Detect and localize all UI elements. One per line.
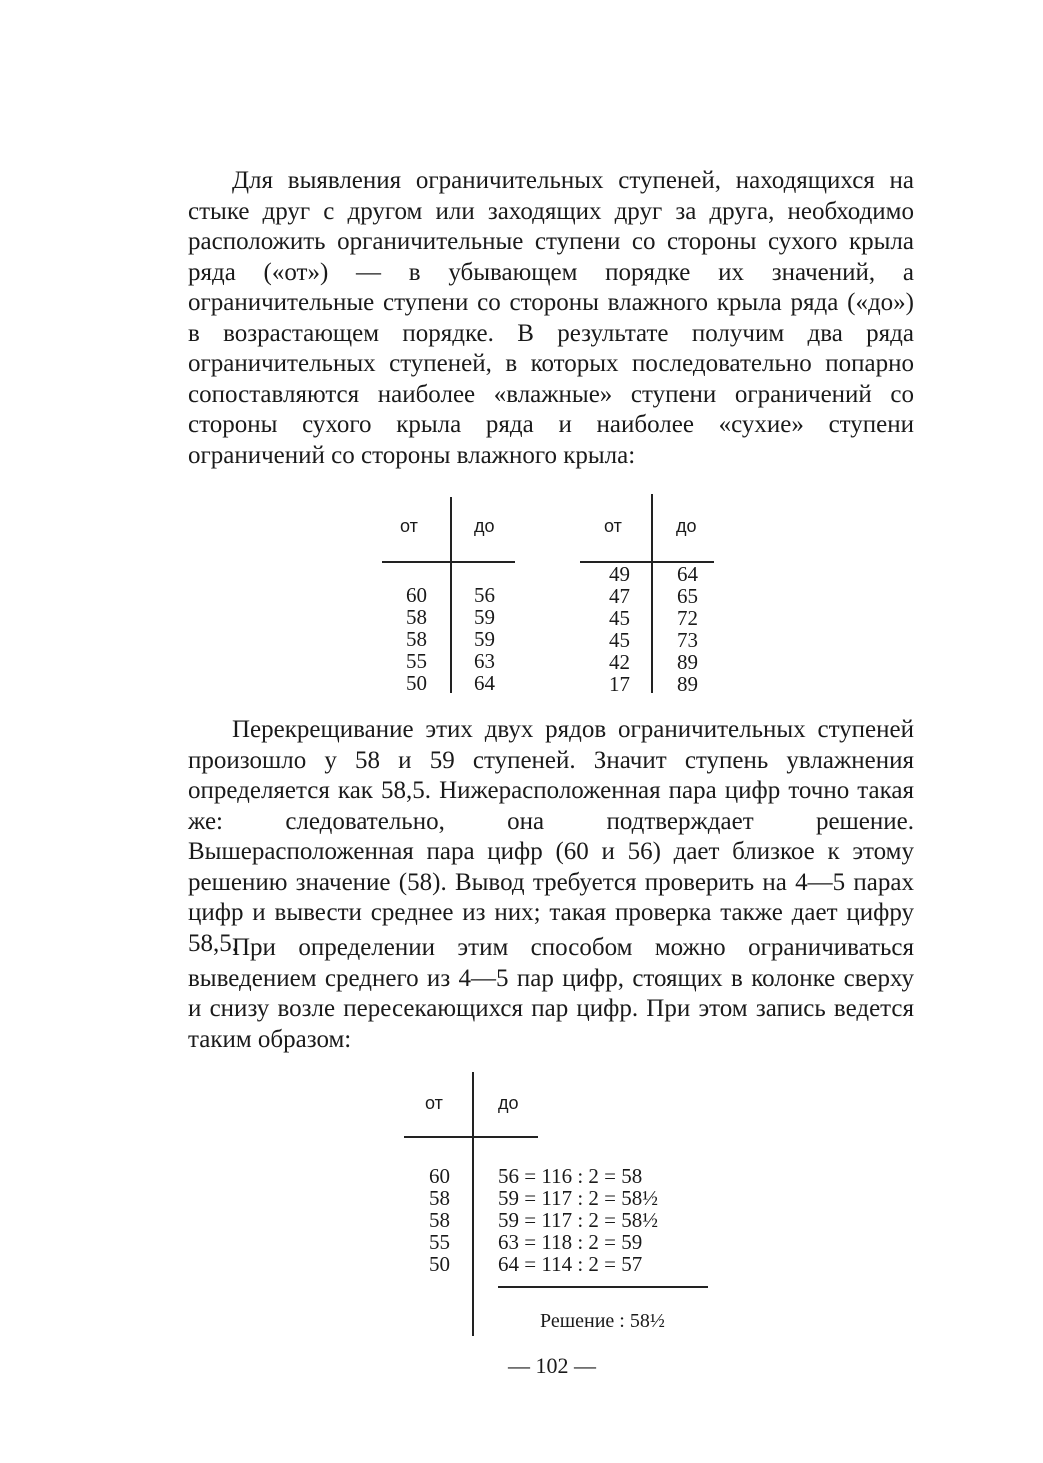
table-cell: 64 bbox=[474, 671, 495, 695]
table-3-divider bbox=[472, 1072, 474, 1336]
table-3-header-to: до bbox=[498, 1093, 519, 1113]
table-1-header-from: от bbox=[400, 516, 418, 536]
table-1-rule bbox=[382, 561, 515, 563]
paragraph-1 bbox=[188, 166, 914, 471]
paragraph-2-text: Перекрещивание этих двух рядов ограничительных ступеней произошло у 58 и 59 ступеней. Значит ступень увлажнения определяется как 58,5. Нижерасположенная пара цифр точно такая же: следовательно, она подтверждает решение. Вышерасположенная пара цифр (60 и 56) дает близкое к этому решению значение (58). Вывод требуется проверить на 4—5 парах цифр и вывести среднее из них; такая проверка также дает цифру 58,5. bbox=[188, 716, 914, 957]
table-3-calc-column bbox=[498, 1165, 658, 1275]
table-cell: 63 bbox=[474, 649, 495, 673]
table-cell: 72 bbox=[677, 606, 698, 630]
table-cell: 59 bbox=[474, 627, 495, 651]
table-cell: 65 bbox=[677, 584, 698, 608]
table-cell: 58 bbox=[429, 1208, 450, 1232]
table-2-from-column bbox=[584, 563, 630, 695]
table-2-header-to: до bbox=[676, 516, 697, 536]
table-cell: 58 bbox=[406, 605, 427, 629]
table-cell: 60 bbox=[429, 1164, 450, 1188]
table-cell: 60 bbox=[406, 583, 427, 607]
paragraph-3 bbox=[188, 933, 914, 1055]
table-cell: 45 bbox=[609, 628, 630, 652]
table-3-header-from: от bbox=[425, 1093, 443, 1113]
solution-rule bbox=[498, 1286, 708, 1288]
table-cell: 58 bbox=[406, 627, 427, 651]
table-1-divider bbox=[450, 497, 452, 693]
table-3-rule bbox=[404, 1136, 538, 1138]
table-2-to-column bbox=[677, 563, 717, 695]
paragraph-2 bbox=[188, 715, 914, 959]
solution: Решение : 58½ bbox=[540, 1310, 665, 1332]
calc-row: 64 = 114 : 2 = 57 bbox=[498, 1252, 643, 1276]
table-cell: 89 bbox=[677, 672, 698, 696]
table-1-from-column bbox=[380, 584, 427, 694]
table-cell: 17 bbox=[609, 672, 630, 696]
paragraph-3-text: При определении этим способом можно ограничиваться выведением среднего из 4—5 пар цифр, стоящих в колонке сверху и снизу возле пересекающихся пар цифр. При этом запись ведется таким образом: bbox=[188, 934, 914, 1053]
calc-row: 63 = 118 : 2 = 59 bbox=[498, 1230, 643, 1254]
table-cell: 50 bbox=[429, 1252, 450, 1276]
table-cell: 56 bbox=[474, 583, 495, 607]
paragraph-1-text: Для выявления ограничительных ступеней, находящихся на стыке друг с другом или заходящих друг за друга, необходимо расположить органичительные ступени со стороны сухого крыла ряда («от») — в убывающем порядке их значений, а ограничительные ступени со стороны влажного крыла ряда («до») в возрастающем порядке. В результате получим два ряда ограничительных ступеней, в которых последовательно попарно сопоставляются наиболее «влажные» ступени ограничений со стороны сухого крыла ряда и наиболее «сухие» ступени ограничений со стороны влажного крыла: bbox=[188, 167, 914, 469]
table-cell: 47 bbox=[609, 584, 630, 608]
table-cell: 49 bbox=[609, 562, 630, 586]
table-2-header-from: от bbox=[604, 516, 622, 536]
table-cell: 45 bbox=[609, 606, 630, 630]
calc-row: 59 = 117 : 2 = 58½ bbox=[498, 1186, 658, 1210]
table-cell: 42 bbox=[609, 650, 630, 674]
page-number: — 102 — bbox=[508, 1353, 596, 1378]
table-1-header-to: до bbox=[474, 516, 495, 536]
table-cell: 89 bbox=[677, 650, 698, 674]
table-cell: 55 bbox=[429, 1230, 450, 1254]
table-cell: 50 bbox=[406, 671, 427, 695]
table-cell: 55 bbox=[406, 649, 427, 673]
table-3-from-column bbox=[400, 1165, 450, 1275]
table-cell: 73 bbox=[677, 628, 698, 652]
table-cell: 58 bbox=[429, 1186, 450, 1210]
calc-row: 59 = 117 : 2 = 58½ bbox=[498, 1208, 658, 1232]
calc-row: 56 = 116 : 2 = 58 bbox=[498, 1164, 643, 1188]
table-cell: 64 bbox=[677, 562, 698, 586]
table-1-to-column bbox=[474, 584, 514, 694]
table-2-divider bbox=[651, 494, 653, 693]
table-cell: 59 bbox=[474, 605, 495, 629]
